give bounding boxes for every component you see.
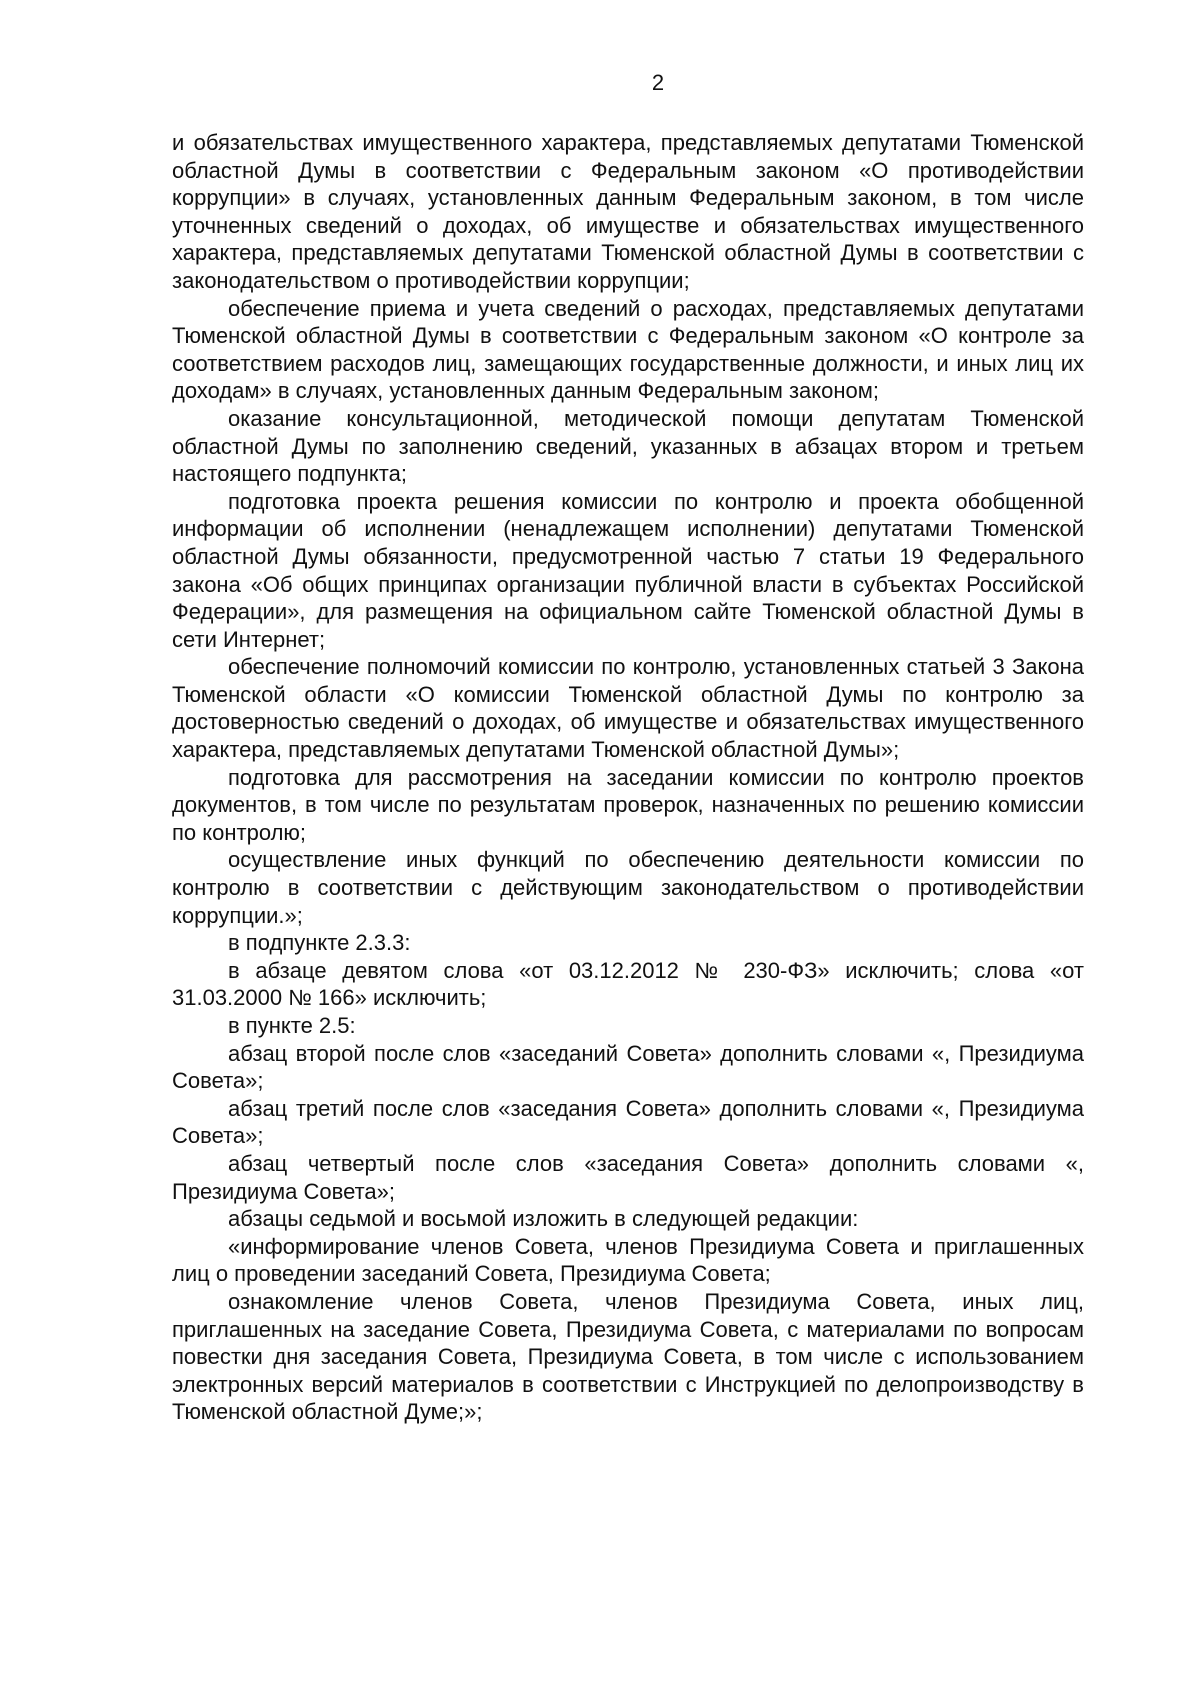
paragraph: абзац третий после слов «заседания Совета» дополнить словами «, Президиума Совета»; bbox=[172, 1095, 1084, 1149]
paragraph: ознакомление членов Совета, членов Президиума Совета, иных лиц, приглашенных на заседание Совета, Президиума Совета, с материалами по вопросам повестки дня заседания Совета, Президиума Совета, в том числе с использованием электронных версий материалов в соответствии с Инструкцией по делопроизводству в Тюменской областной Думе;»; bbox=[172, 1288, 1084, 1425]
paragraph: «информирование членов Совета, членов Президиума Совета и приглашенных лиц о проведении заседаний Совета, Президиума Совета; bbox=[172, 1233, 1084, 1287]
paragraph: осуществление иных функций по обеспечению деятельности комиссии по контролю в соответствии с действующим законодательством о противодействии коррупции.»; bbox=[172, 847, 1084, 928]
paragraph: абзацы седьмой и восьмой изложить в следующей редакции: bbox=[228, 1206, 859, 1232]
paragraph: подготовка для рассмотрения на заседании комиссии по контролю проектов документов, в том числе по результатам проверок, назначенных по решению комиссии по контролю; bbox=[172, 764, 1084, 845]
paragraph: абзац четвертый после слов «заседания Совета» дополнить словами «, Президиума Совета»; bbox=[172, 1150, 1084, 1204]
paragraph: обеспечение приема и учета сведений о расходах, представляемых депутатами Тюменской областной Думы в соответствии с Федеральным законом «О контроле за соответствием расходов лиц, замещающих государственные должности, и иных лиц их доходам» в случаях, установленных данным Федеральным законом; bbox=[172, 295, 1084, 404]
paragraph: абзац второй после слов «заседаний Совета» дополнить словами «, Президиума Совета»; bbox=[172, 1040, 1084, 1094]
page-number: 2 bbox=[651, 70, 665, 95]
paragraph: оказание консультационной, методической помощи депутатам Тюменской областной Думы по заполнению сведений, указанных в абзацах втором и третьем настоящего подпункта; bbox=[172, 405, 1084, 487]
paragraph: в абзаце девятом слова «от 03.12.2012 № 230-ФЗ» исключить; слова «от 31.03.2000 № 166» исключить; bbox=[172, 957, 1084, 1011]
paragraph: подготовка проекта решения комиссии по контролю и проекта обобщенной информации об исполнении (ненадлежащем исполнении) депутатами Тюменской областной Думы обязанности, предусмотренной частью 7 статьи 19 Федерального закона «Об общих принципах организации публичной власти в субъектах Российской Федерации», для размещения на официальном сайте Тюменской областной Думы в сети Интернет; bbox=[172, 488, 1084, 652]
paragraph: обеспечение полномочий комиссии по контролю, установленных статьей 3 Закона Тюменской области «О комиссии Тюменской областной Думы по контролю за достоверностью сведений о доходах, об имуществе и обязательствах имущественного характера, представляемых депутатами Тюменской областной Думы»; bbox=[172, 654, 1084, 763]
paragraph: в пункте 2.5: bbox=[228, 1013, 356, 1038]
paragraph: в подпункте 2.3.3: bbox=[228, 930, 411, 956]
paragraph-continuation: и обязательствах имущественного характера, представляемых депутатами Тюменской областной Думы в соответствии с Федеральным законом «О противодействии коррупции» в случаях, установленных данным Федеральным законом, в том числе уточненных сведений о доходах, об имуществе и обязательствах имущественного характера, представляемых депутатами Тюменской областной Думы в соответствии с законодательством о противодействии коррупции; bbox=[172, 130, 1084, 293]
document-body bbox=[172, 129, 1084, 1426]
